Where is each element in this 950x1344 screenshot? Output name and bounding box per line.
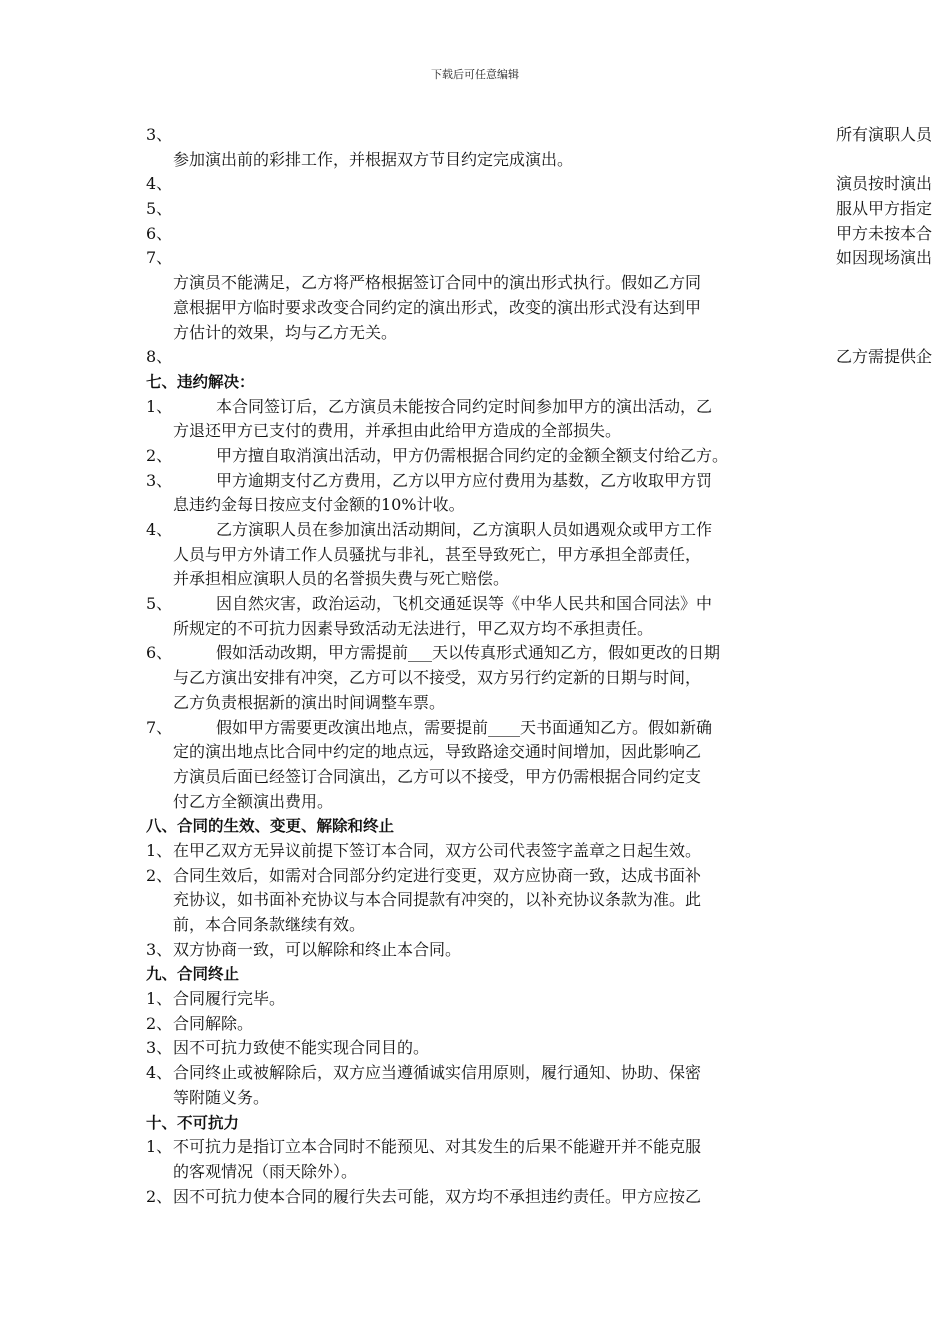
clause-line bbox=[146, 691, 824, 716]
clause-number: 1、 bbox=[146, 396, 173, 416]
clause-text: 的客观情况（雨天除外）。 bbox=[173, 1161, 358, 1181]
section-heading: 十、不可抗力 bbox=[146, 1113, 240, 1132]
item-text: 参加演出前的彩排工作，并根据双方节目约定完成演出。 bbox=[173, 149, 574, 169]
clause-number: 5、 bbox=[146, 594, 173, 614]
right-text-item4: 演员按时演出 bbox=[836, 174, 933, 194]
clause-text: 乙方负责根据新的演出时间调整车票。 bbox=[173, 692, 446, 712]
section6-items bbox=[146, 123, 824, 370]
clause-number: 1、 bbox=[146, 840, 173, 860]
clause-line bbox=[146, 1036, 824, 1061]
clause-text: 方退还甲方已支付的费用，并承担由此给甲方造成的全部损失。 bbox=[173, 421, 622, 441]
clause-line bbox=[146, 469, 824, 494]
section-heading: 九、合同终止 bbox=[146, 965, 240, 984]
right-text-item8: 乙方需提供企 bbox=[836, 347, 933, 367]
item-text: 方演员不能满足，乙方将严格根据签订合同中的演出形式执行。假如乙方同 bbox=[173, 273, 702, 293]
clause-text: 合同履行完毕。 bbox=[173, 989, 286, 1009]
clause-number: 7、 bbox=[146, 717, 173, 737]
clause-number: 3、 bbox=[146, 470, 173, 490]
clause-number: 4、 bbox=[146, 520, 173, 539]
right-text-item5: 服从甲方指定 bbox=[836, 199, 933, 219]
clause-line bbox=[146, 641, 824, 666]
clause-text: 所规定的不可抗力因素导致活动无法进行，甲乙双方均不承担责任。 bbox=[173, 618, 654, 638]
clause-text: 甲方擅自取消演出活动，甲方仍需根据合同约定的金额全额支付给乙方。 bbox=[216, 445, 729, 465]
clause-line bbox=[146, 987, 824, 1012]
clause-line bbox=[146, 518, 824, 543]
clause-line bbox=[146, 592, 824, 617]
clause-line bbox=[146, 419, 824, 444]
clause-text: 本合同签订后，乙方演员未能按合同约定时间参加甲方的演出活动，乙 bbox=[216, 396, 713, 416]
clause-line bbox=[146, 1086, 824, 1111]
clause-text: 在甲乙双方无异议前提下签订本合同，双方公司代表签字盖章之日起生效。 bbox=[173, 840, 702, 860]
clause-line bbox=[146, 864, 824, 889]
right-text-item7: 如因现场演出 bbox=[836, 248, 933, 268]
clause-text: 定的演出地点比合同中约定的地点远，导致路途交通时间增加，因此影响乙 bbox=[173, 742, 702, 762]
right-text-item3: 所有演职人员 bbox=[836, 125, 933, 144]
clause-line bbox=[146, 493, 824, 518]
section-10 bbox=[146, 1111, 824, 1210]
clause-text: 合同终止或被解除后，双方应当遵循诚实信用原则，履行通知、协助、保密 bbox=[173, 1063, 702, 1083]
clause-number: 2、 bbox=[146, 1186, 173, 1206]
clause-text: 充协议，如书面补充协议与本合同提款有冲突的，以补充协议条款为准。此 bbox=[173, 890, 702, 910]
clause-line bbox=[146, 666, 824, 691]
clause-line bbox=[146, 790, 824, 815]
clause-text: 双方协商一致，可以解除和终止本合同。 bbox=[173, 939, 462, 959]
clause-number: 1、 bbox=[146, 989, 173, 1009]
section-7 bbox=[146, 370, 824, 814]
section-8 bbox=[146, 814, 824, 962]
section-heading: 八、合同的生效、变更、解除和终止 bbox=[146, 817, 395, 836]
clause-text: 合同解除。 bbox=[173, 1013, 254, 1033]
clause-text: 甲方逾期支付乙方费用，乙方以甲方应付费用为基数，乙方收取甲方罚 bbox=[216, 470, 713, 490]
document-body bbox=[146, 123, 824, 1209]
right-text-item6: 甲方未按本合 bbox=[836, 223, 933, 243]
page-header: 下载后可任意编辑 bbox=[431, 68, 519, 81]
clause-text: 乙方演职人员在参加演出活动期间，乙方演职人员如遇观众或甲方工作 bbox=[216, 520, 713, 539]
clause-number: 6、 bbox=[146, 643, 173, 663]
clause-text: 与乙方演出安排有冲突，乙方可以不接受，双方另行约定新的日期与时间， bbox=[173, 668, 702, 688]
right-column-overflow bbox=[836, 123, 950, 370]
item-text: 方估计的效果，均与乙方无关。 bbox=[173, 322, 398, 342]
clause-text: 合同生效后，如需对合同部分约定进行变更，双方应协商一致，达成书面补 bbox=[173, 865, 702, 885]
clause-line bbox=[146, 938, 824, 963]
clause-line bbox=[146, 567, 824, 592]
clause-text: 付乙方全额演出费用。 bbox=[173, 791, 334, 811]
clause-text: 因不可抗力致使不能实现合同目的。 bbox=[173, 1038, 430, 1058]
clause-line bbox=[146, 1185, 824, 1210]
clause-text: 假如甲方需要更改演出地点，需要提前____天书面通知乙方。假如新确 bbox=[216, 717, 713, 737]
item-number: 7、 bbox=[146, 248, 173, 268]
clause-text: 假如活动改期，甲方需提前___天以传真形式通知乙方，假如更改的日期 bbox=[216, 643, 721, 663]
item-number: 3、 bbox=[146, 125, 173, 144]
item-number: 4、 bbox=[146, 174, 173, 194]
clause-number: 2、 bbox=[146, 865, 173, 885]
clause-text: 人员与甲方外请工作人员骚扰与非礼，甚至导致死亡，甲方承担全部责任， bbox=[173, 544, 702, 564]
clause-line bbox=[146, 395, 824, 420]
clause-text: 并承担相应演职人员的名誉损失费与死亡赔偿。 bbox=[173, 569, 510, 589]
clause-line bbox=[146, 888, 824, 913]
clause-text: 因自然灾害，政治运动，飞机交通延误等《中华人民共和国合同法》中 bbox=[216, 594, 713, 614]
clause-line bbox=[146, 913, 824, 938]
clause-number: 2、 bbox=[146, 445, 173, 465]
clause-text: 因不可抗力使本合同的履行失去可能，双方均不承担违约责任。甲方应按乙 bbox=[173, 1186, 702, 1206]
item-number: 6、 bbox=[146, 223, 173, 243]
clause-number: 3、 bbox=[146, 1038, 173, 1058]
item-text: 意根据甲方临时要求改变合同约定的演出形式，改变的演出形式没有达到甲 bbox=[173, 297, 702, 317]
clause-text: 前，本合同条款继续有效。 bbox=[173, 915, 366, 934]
item-number: 5、 bbox=[146, 199, 173, 219]
clause-number: 1、 bbox=[146, 1137, 173, 1157]
clause-line bbox=[146, 1012, 824, 1037]
clause-text: 方演员后面已经签订合同演出，乙方可以不接受，甲方仍需根据合同约定支 bbox=[173, 766, 702, 786]
clause-line bbox=[146, 740, 824, 765]
clause-number: 4、 bbox=[146, 1063, 173, 1083]
clause-line bbox=[146, 1061, 824, 1086]
clause-line bbox=[146, 617, 824, 642]
section-9 bbox=[146, 962, 824, 1110]
clause-line bbox=[146, 543, 824, 568]
section-heading: 七、违约解决： bbox=[146, 372, 255, 391]
clause-text: 息违约金每日按应支付金额的10%计收。 bbox=[173, 495, 465, 515]
clause-text: 不可抗力是指订立本合同时不能预见、对其发生的后果不能避开并不能克服 bbox=[173, 1137, 702, 1157]
clause-line bbox=[146, 716, 824, 741]
clause-line bbox=[146, 839, 824, 864]
clause-line bbox=[146, 1135, 824, 1160]
clause-line bbox=[146, 765, 824, 790]
clause-line bbox=[146, 444, 824, 469]
clause-line bbox=[146, 1160, 824, 1185]
clause-number: 2、 bbox=[146, 1013, 173, 1033]
clause-number: 3、 bbox=[146, 939, 173, 959]
item-number: 8、 bbox=[146, 347, 173, 367]
clause-text: 等附随义务。 bbox=[173, 1087, 270, 1107]
